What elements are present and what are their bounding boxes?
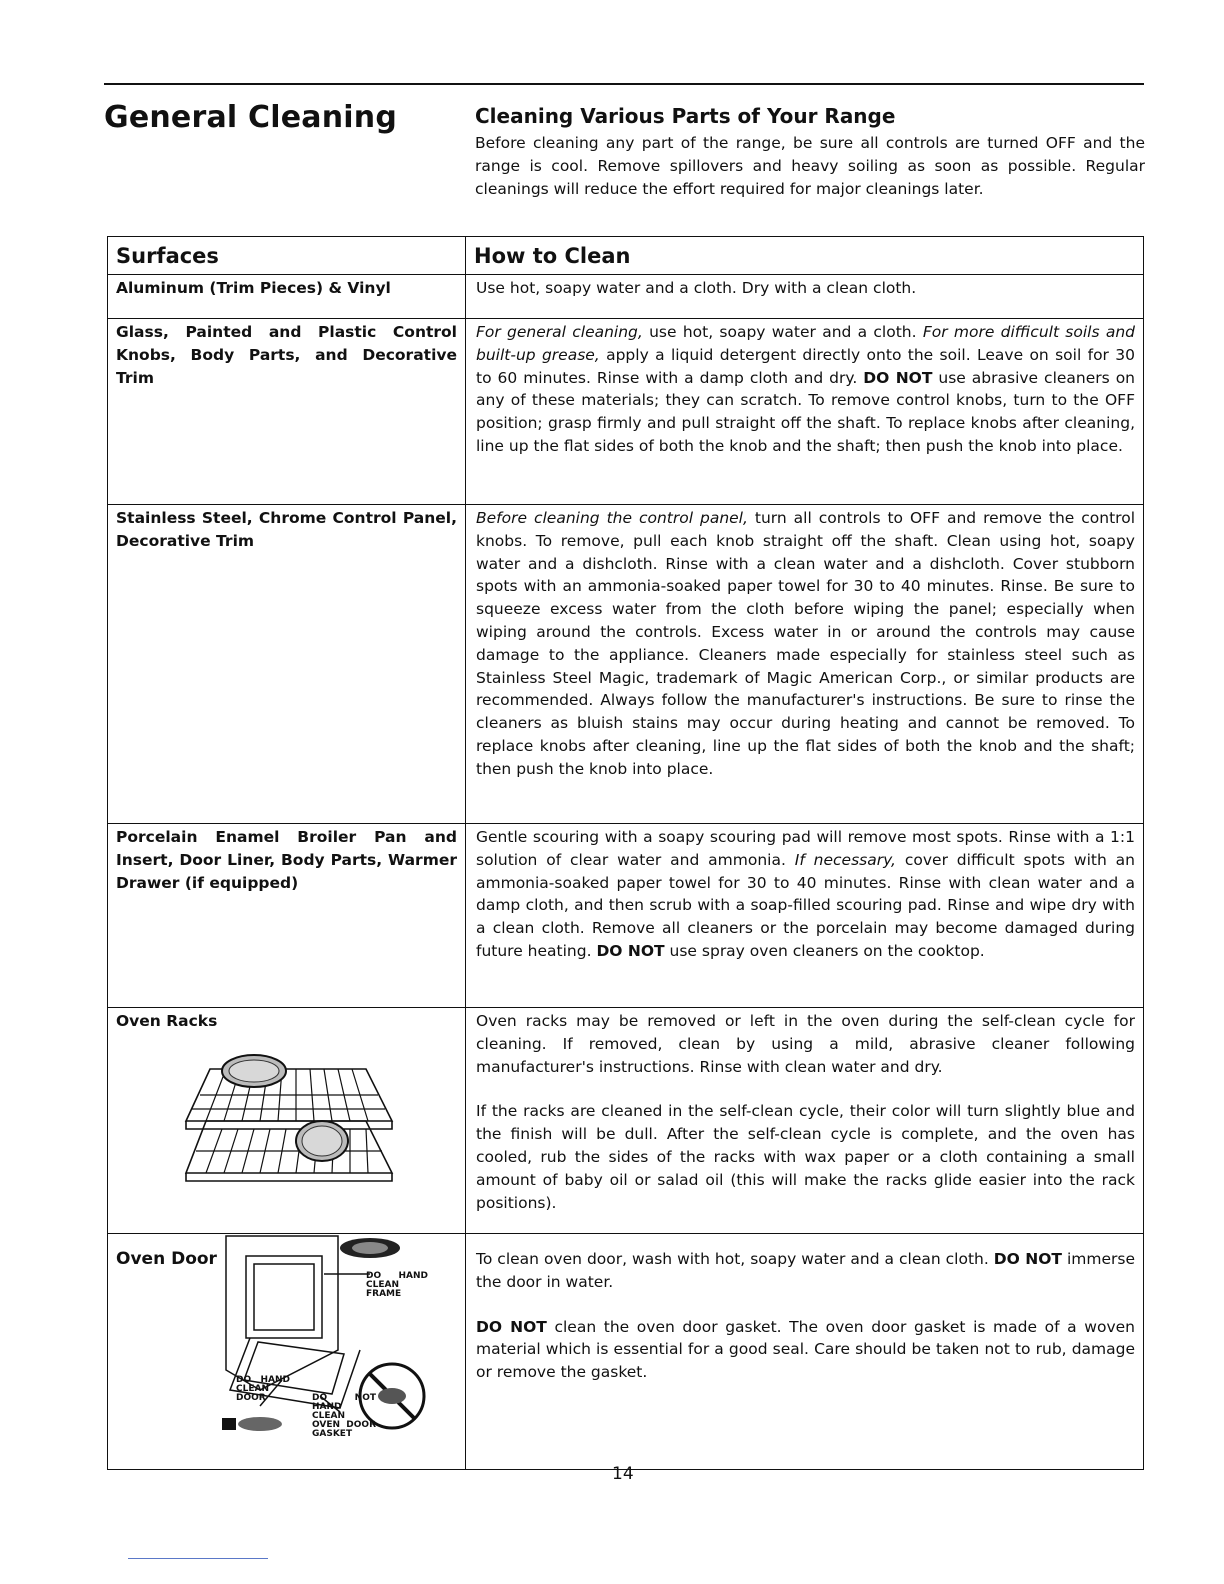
how-text: Gentle scouring with a soapy scouring pad will remove most spots. Rinse with a 1:1 solution of clear water and ammonia. [476, 828, 1135, 869]
how-text: clean the oven door gasket. The oven door gasket is made of a woven material which is essential for a good seal. Care should be taken not to rub, damage or remove the gasket. [476, 1317, 1135, 1382]
surface-label: Oven Racks [116, 1012, 218, 1030]
how-text: use spray oven cleaners on the cooktop. [664, 941, 985, 960]
page-number: 14 [612, 1464, 634, 1484]
how-text: Use hot, soapy water and a cloth. Dry with a clean cloth. [476, 279, 917, 297]
how-text: turn all controls to OFF and remove the control knobs. To remove, pull each knob straight off the shaft. Clean using hot, soapy water and a dishcloth. Rinse with a clean water and a dishcloth. Cover stubborn spots with an ammonia-soaked paper towel for 30 to 40 minutes. Rinse. Be sure to squeeze excess water from the cloth before wiping the panel; especially when wiping around the controls. Excess water in or around the controls may cause damage to the appliance. Cleaners made especially for stainless steel such as Stainless Steel Magic, trademark of Magic American Corp., or similar products are recommended. Always follow the manufacturer's instructions. Be sure to rinse the cleaners as bluish stains may occur during heating and cannot be removed. To replace knobs after cleaning, line up the flat sides of both the knob and the shaft; then push the knob into place. [476, 509, 1135, 778]
how-paragraph: If the racks are cleaned in the self-clean cycle, their color will turn slightly blue and the finish will be dull. After the self-clean cycle is complete, and the oven has cooled, rub the sides of the racks with wax paper or a cloth containing a small amount of baby oil or salad oil (this will make the racks glide easier into the rack positions). [476, 1102, 1135, 1212]
how-cell [466, 505, 1144, 824]
how-text: use hot, soapy water and a cloth. [642, 323, 923, 341]
how-text: To clean oven door, wash with hot, soapy water and a clean cloth. [476, 1250, 994, 1268]
surface-cell: Porcelain Enamel Broiler Pan and Insert, Door Liner, Body Parts, Warmer Drawer (if equipped) [108, 824, 466, 1008]
table-row [108, 1008, 1144, 1234]
how-text: immerse the door in water. [476, 1250, 1135, 1291]
label-oven-door-gasket: DO NOT HAND CLEAN OVEN DOOR GASKET [312, 1393, 376, 1439]
table-header-row [108, 237, 1144, 275]
how-italic-lead: Before cleaning the control panel, [476, 509, 748, 527]
do-not-warning: DO NOT [993, 1250, 1062, 1268]
how-text: cover difficult spots with an ammonia-soaked paper towel for 30 to 40 minutes. Rinse with clean water and a damp cloth, and then scrub with a soap-filled scouring pad. Rinse and wipe dry with a clean cloth. Remove all cleaners or the porcelain may become damaged during future heating. [476, 850, 1135, 960]
how-cell [466, 824, 1144, 1008]
section-title: General Cleaning [104, 100, 398, 135]
how-italic-lead: If necessary, [794, 850, 896, 869]
table-row [108, 505, 1144, 824]
how-paragraph: Oven racks may be removed or left in the oven during the self-clean cycle for cleaning. If removed, clean by using a mild, abrasive cleaner following manufacturer's instructions. Rinse with clean water and dry. [476, 1012, 1135, 1076]
footer-blue-rule [128, 1558, 268, 1559]
do-not-warning: DO NOT [596, 941, 665, 960]
how-italic-lead: For general cleaning, [476, 323, 643, 341]
surface-cell: Glass, Painted and Plastic Control Knobs, Body Parts, and Decorative Trim [108, 319, 466, 505]
how-cell [466, 1234, 1144, 1470]
intro-heading: Cleaning Various Parts of Your Range [475, 104, 896, 128]
how-text: use abrasive cleaners on any of these materials; they can scratch. To remove control knobs, turn to the OFF position; grasp firmly and pull straight off the shaft. To replace knobs after cleaning, line up the flat sides of both the knob and the shaft; then push the knob into place. [476, 368, 1135, 455]
intro-text: Before cleaning any part of the range, be sure all controls are turned OFF and the range is cool. Remove spillovers and heavy soiling as soon as possible. Regular cleanings will reduce the effort required for major cleanings later. [475, 134, 1145, 198]
table-row [108, 275, 1144, 319]
label-hand-clean-door: DO HAND CLEAN DOOR [236, 1375, 290, 1403]
surface-cell: Stainless Steel, Chrome Control Panel, Decorative Trim [108, 505, 466, 824]
how-cell [466, 1008, 1144, 1234]
surface-cell: Aluminum (Trim Pieces) & Vinyl [108, 275, 466, 319]
cleaning-table [107, 236, 1144, 1470]
surface-cell [108, 1008, 466, 1234]
top-rule [104, 83, 1144, 85]
surface-label: Oven Door [116, 1249, 217, 1269]
label-hand-clean-frame: DO HAND CLEAN FRAME [366, 1271, 428, 1299]
do-not-warning: DO NOT [863, 368, 933, 387]
how-text: apply a liquid detergent directly onto the soil. Leave on soil for 30 to 60 minutes. Rinse with a damp cloth and dry. [476, 345, 1135, 387]
how-cell [466, 319, 1144, 505]
oven-racks-illustration [170, 1051, 402, 1187]
surfaces-column-header: Surfaces [108, 237, 466, 275]
how-italic-lead: For more difficult soils and built-up grease, [476, 323, 1135, 364]
table-row [108, 824, 1144, 1008]
surface-cell [108, 1234, 466, 1470]
do-not-warning: DO NOT [476, 1317, 547, 1336]
table-row [108, 1234, 1144, 1470]
intro-block [475, 104, 1145, 201]
how-to-clean-column-header: How to Clean [466, 237, 1144, 275]
table-row [108, 319, 1144, 505]
how-cell [466, 275, 1144, 319]
